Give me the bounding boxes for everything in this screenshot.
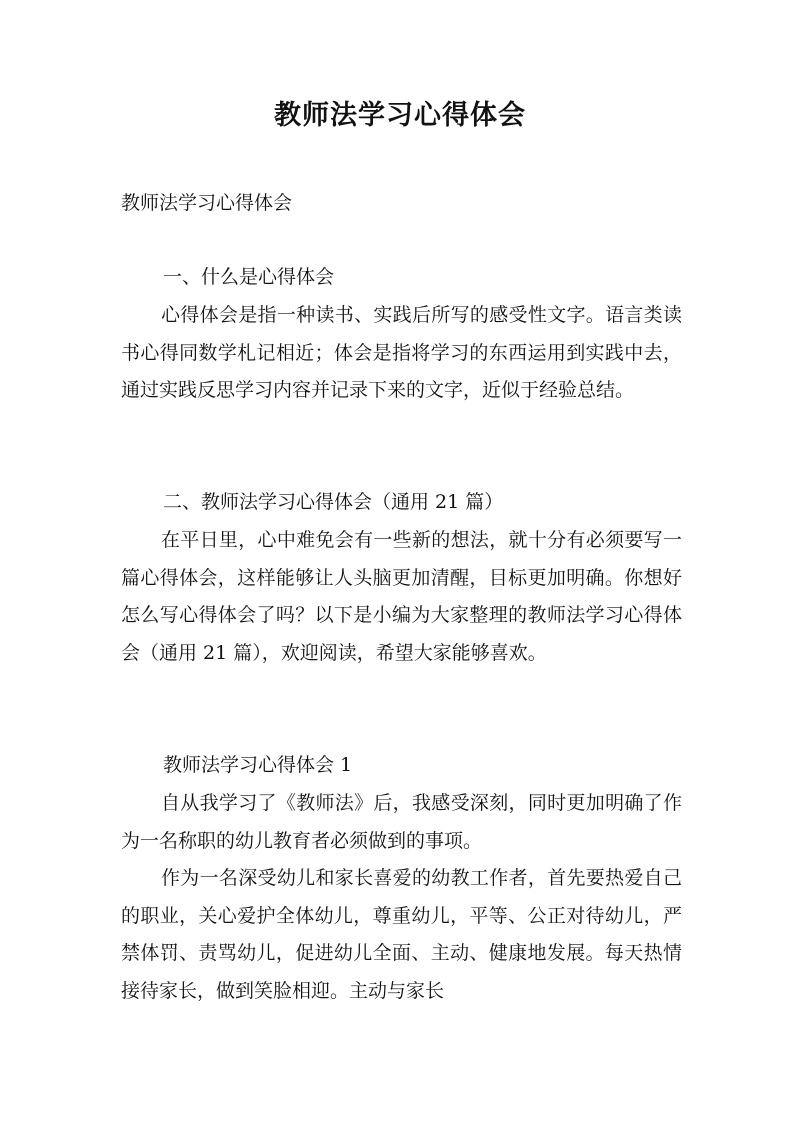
- article-paragraph-1: 自从我学习了《教师法》后，我感受深刻，同时更加明确了作为一名称职的幼儿教育者必须做到的事项。: [121, 792, 682, 852]
- document-subtitle: 教师法学习心得体会: [121, 192, 293, 214]
- section-heading-teacher-law: 二、教师法学习心得体会（通用 21 篇）: [163, 491, 504, 513]
- article-heading-1: 教师法学习心得体会 1: [163, 754, 353, 776]
- document-title: 教师法学习心得体会: [274, 100, 526, 131]
- section-paragraph-intro: 在平日里，心中难免会有一些新的想法，就十分有必须要写一篇心得体会，这样能够让人头脑更加清醒，目标更加明确。你想好怎么写心得体会了吗？以下是小编为大家整理的教师法学习心得体会（通用 21 篇），欢迎阅读，希望大家能够喜欢。: [121, 529, 682, 664]
- section-heading-what-is: 一、什么是心得体会: [163, 266, 335, 288]
- section-paragraph-definition: 心得体会是指一种读书、实践后所写的感受性文字。语言类读书心得同数学札记相近；体会是指将学习的东西运用到实践中去，通过实践反思学习内容并记录下来的文字，近似于经验总结。: [121, 304, 682, 401]
- article-paragraph-2: 作为一名深受幼儿和家长喜爱的幼教工作者，首先要热爱自己的职业，关心爱护全体幼儿，尊重幼儿，平等、公正对待幼儿，严禁体罚、责骂幼儿，促进幼儿全面、主动、健康地发展。每天热情接待家长，做到笑脸相迎。主动与家长: [121, 867, 682, 1002]
